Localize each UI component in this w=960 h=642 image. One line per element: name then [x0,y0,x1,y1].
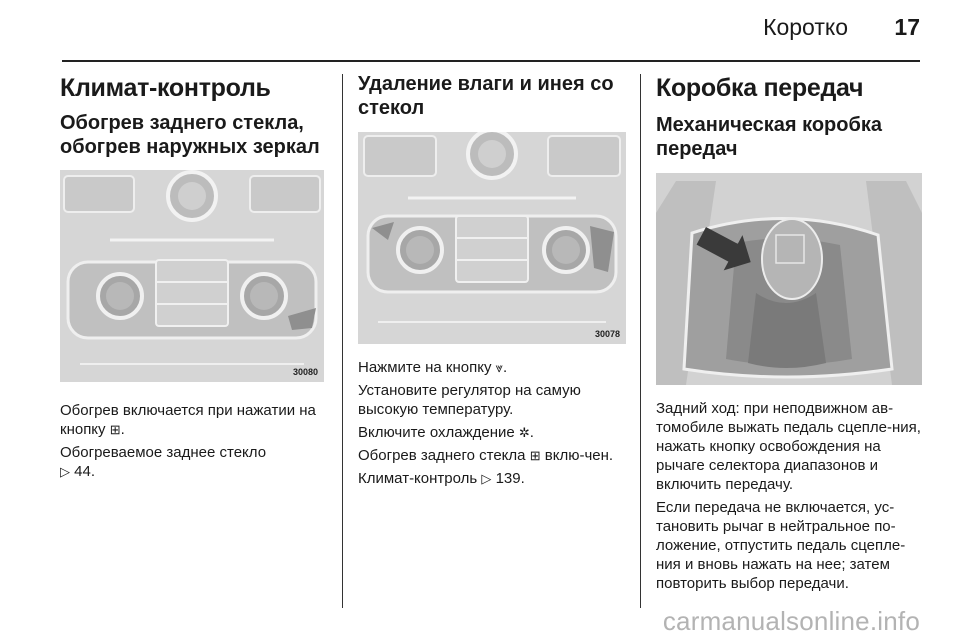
demist-panel-illustration [358,132,626,344]
subheading-rear-window-heating: Обогрев заднего стекла, обогрев наружных зеркал [60,112,320,158]
climate-panel-illustration [60,170,324,382]
rear-window-heating-icon: ⊞ [109,422,121,437]
rear-window-heating-icon: ⊞ [529,448,541,463]
paragraph-reverse-gear: Задний ход: при неподвижном ав-томобиле выжать педаль сцепле-ния, нажать кнопку освобождения на рычаге селектора диапазонов и включить передачу. [656,400,921,493]
section-heading-climate: Климат-контроль [60,74,271,102]
paragraph-set-temperature: Установите регулятор на самую высокую температуру. [358,382,581,418]
watermark-footer: carmanualsonline.info [662,606,920,636]
gear-lever-illustration [656,173,922,385]
paragraph-press-button: Нажмите на кнопку ⩔. [358,359,508,376]
column-climate-control [60,72,324,481]
section-heading-transmission: Коробка передач [656,74,864,102]
paragraph-cooling: Включите охлаждение ✲. [358,424,534,441]
figure-gear-lever [656,173,922,385]
paragraph-gear-not-engaged: Если передача не включается, ус-тановить рычаг в нейтральное по-ложение, отпустить педаль сцепле-ния и вновь нажать на нее; затем повторить выбор передачи. [656,499,906,592]
paragraph-heating-on: Обогрев включается при нажатии на кнопку ⊞. [60,402,316,438]
paragraph-rear-heating-on: Обогрев заднего стекла ⊞ вклю-чен. [358,447,614,464]
header-rule [62,60,920,62]
figure-number: 30078 [594,329,620,339]
cooling-snowflake-icon: ✲ [518,425,530,440]
subheading-demist: Удаление влаги и инея со стекол [358,73,614,119]
column-demist [358,72,626,488]
paragraph-rear-window-ref: Обогреваемое заднее стекло ▷ 44. [60,444,267,480]
column-transmission [656,72,922,593]
page-number: 17 [894,14,920,40]
column-divider-1 [342,74,343,608]
running-header-title: Коротко [763,14,848,40]
figure-demist-panel [358,132,626,344]
subheading-manual-transmission: Механическая коробка передач [656,114,882,160]
figure-number: 30080 [292,367,318,377]
windscreen-demist-icon: ⩔ [495,360,503,375]
cross-reference-icon: ▷ [481,471,492,486]
column-divider-2 [640,74,641,608]
paragraph-climate-ref: Климат-контроль ▷ 139. [358,470,525,487]
figure-climate-panel [60,170,324,382]
cross-reference-icon: ▷ [60,464,70,479]
